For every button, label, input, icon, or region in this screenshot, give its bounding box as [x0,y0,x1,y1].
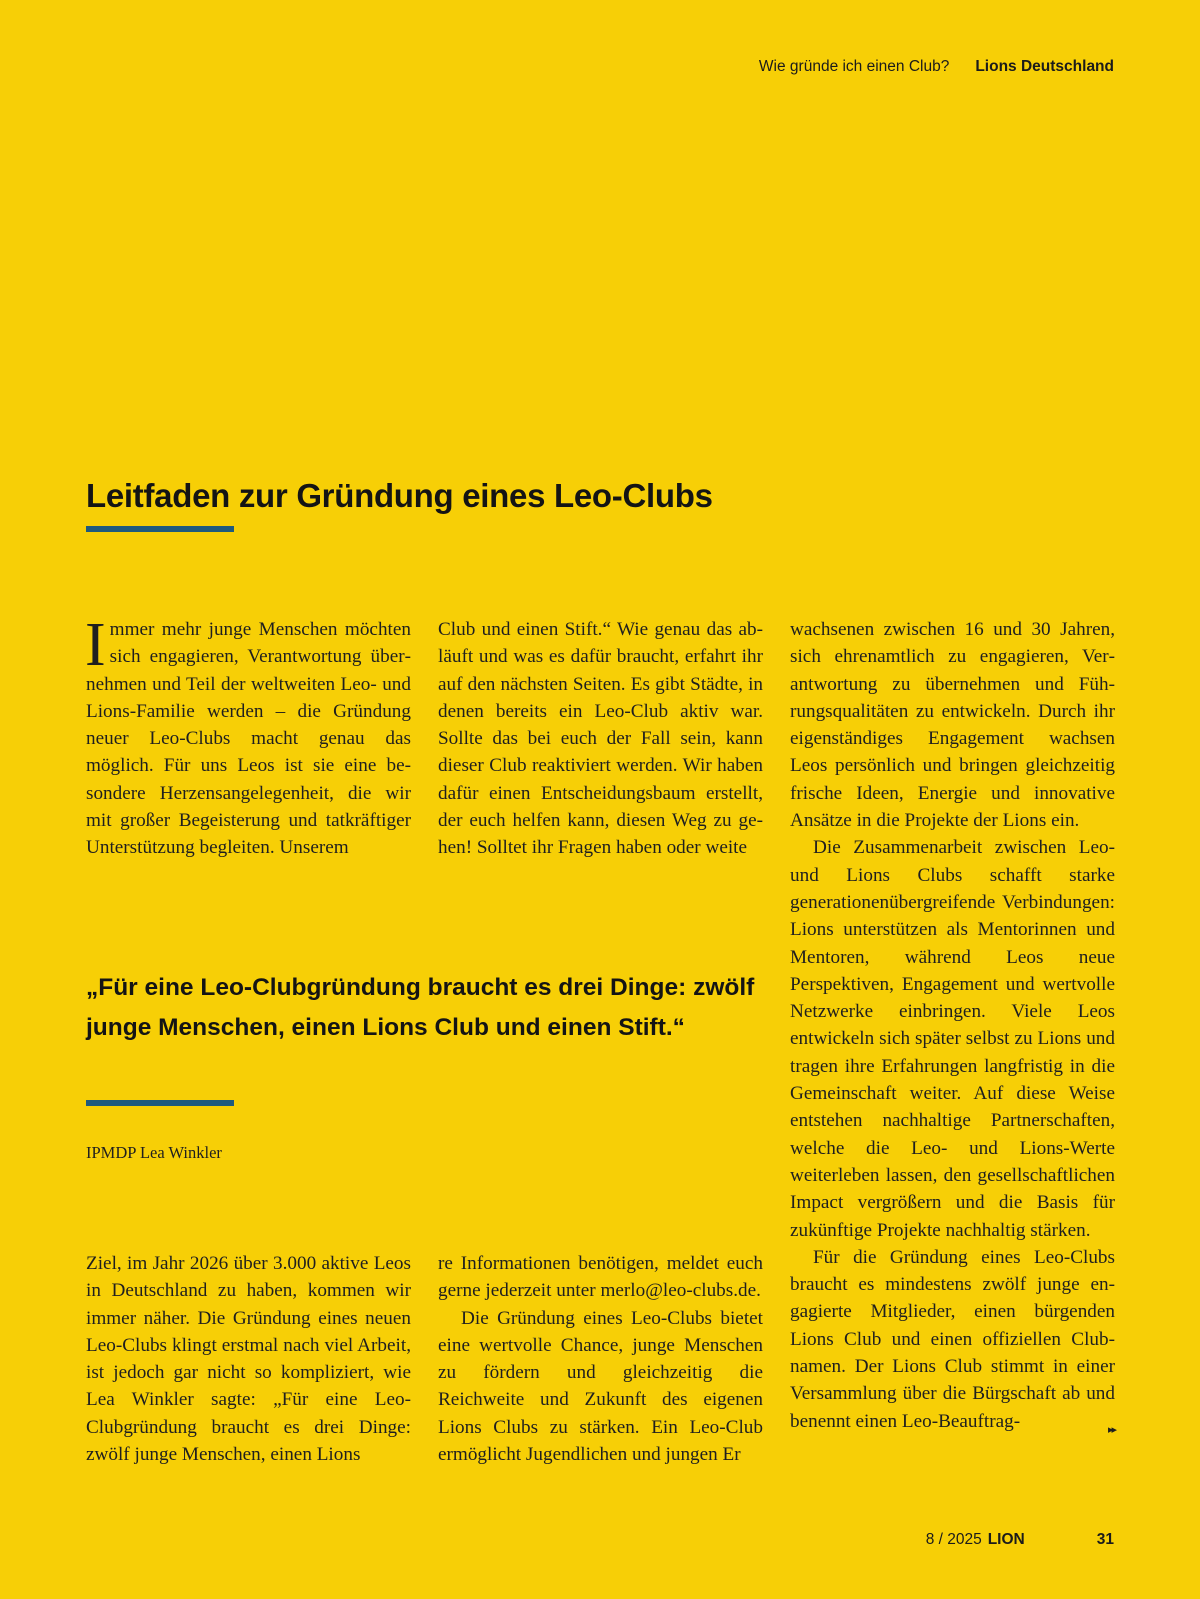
paragraph: Die Gründung eines Leo-Clubs bietet eine wertvolle Chance, junge Menschen zu fördern und gleichzeitig die Reichweite und Zukunft des eigenen Lions Clubs zu stärken. Ein Leo-Club ermöglicht Jugendlichen und jungen Er [438,1307,763,1466]
paragraph: Club und einen Stift.“ Wie genau das abläuft und was es dafür braucht, erfahrt ihr auf den nächsten Seiten. Es gibt Städte, in denen bereits ein Leo-Club aktiv war. Sollte das bei euch der Fall sein, kann dieser Club reaktiviert werden. Wir haben dafür einen Entscheidungsbaum erstellt, der euch helfen kann, diesen Weg zu gehen! Solltet ihr Fragen haben oder weite [438,619,763,859]
column-2-bottom [438,1250,763,1468]
continue-arrow-icon: ▸▸ [1107,1423,1115,1436]
page-number: 31 [1096,1531,1114,1548]
paragraph: re Informationen benötigen, meldet euch gerne jederzeit unter merlo@leo-clubs.de. [438,1253,763,1302]
title-underline-rule [86,526,234,532]
column-1-bottom [86,1250,411,1468]
paragraph: Für die Gründung eines Leo-Clubs braucht es mindestens zwölf junge engagierte Mitglieder, einen bürgenden Lions Club und einen offiziellen Clubnamen. Der Lions Club stimmt in einer Versammlung über die Bürgschaft ab und benennt einen Leo-Beauftrag- [790,1246,1115,1432]
quote-underline-rule [86,1100,234,1106]
column-3 [790,616,1115,1444]
magazine-name: LION [987,1531,1025,1548]
brand-label: Lions Deutschland [975,58,1114,75]
drop-cap: I [85,611,106,679]
paragraph: Die Zusammenarbeit zwischen Leo- und Lions Clubs schafft starke generationenübergreifende Verbindungen: Lions unterstützen als Mentorinnen und Mentoren, während Leos neue Perspektiven, Engagement und wertvolle Netzwerke einbringen. Viele Leos entwickeln sich später selbst zu Lions und tragen ihre Erfahrungen langfristig in die Gemeinschaft weiter. Auf diese Weise entstehen nachhaltige Partnerschaften, welche die Leo- und Lions-Werte weiterleben lassen, den gesellschaftlichen Impact vergrößern und die Basis für zukünftige Projekte nachhaltig stärken. [790,837,1115,1241]
article-title: Leitfaden zur Gründung eines Leo-Clubs [86,477,713,514]
running-header [759,58,1114,76]
column-2-top [438,616,763,862]
quote-author: IPMDP Lea Winkler [86,1143,222,1162]
section-label: Wie gründe ich einen Club? [758,58,950,75]
intro-paragraph: mmer mehr junge Menschen möchten sich engagieren, Verantwortung übernehmen und Teil der weltweiten Leo- und Lions-Familie werden – die Gründung neuer Leo-Clubs macht genau das möglich. Für uns Leos ist sie eine besondere Herzensangelegenheit, die wir mit großer Begeisterung und tatkräftiger Unterstützung begleiten. Unserem [86,619,411,859]
column-1-top [85,611,411,862]
issue-number: 8 / 2025 [925,1531,982,1548]
paragraph: Ziel, im Jahr 2026 über 3.000 aktive Leos in Deutschland zu haben, kommen wir immer näher. Die Gründung eines neuen Leo-Clubs klingt erstmal nach viel Arbeit, ist jedoch gar nicht so kompliziert, wie Lea Winkler sagte: „Für eine Leo-Clubgründung braucht es drei Dinge: zwölf junge Menschen, einen Lions [86,1253,411,1466]
pull-quote: „Für eine Leo-Clubgründung braucht es drei Dinge: zwölf junge Menschen, einen Lions Club und einen Stift.“ [86,974,755,1041]
page-footer [926,1531,1114,1549]
paragraph: wachsenen zwischen 16 und 30 Jahren, sich ehrenamtlich zu engagieren, Verantwortung zu übernehmen und Führungsqualitäten zu entwickeln. Durch ihr eigenständiges Engagement wachsen Leos persönlich und bringen gleichzeitig frische Ideen, Energie und innovative Ansätze in die Projekte der Lions ein. [790,619,1115,832]
